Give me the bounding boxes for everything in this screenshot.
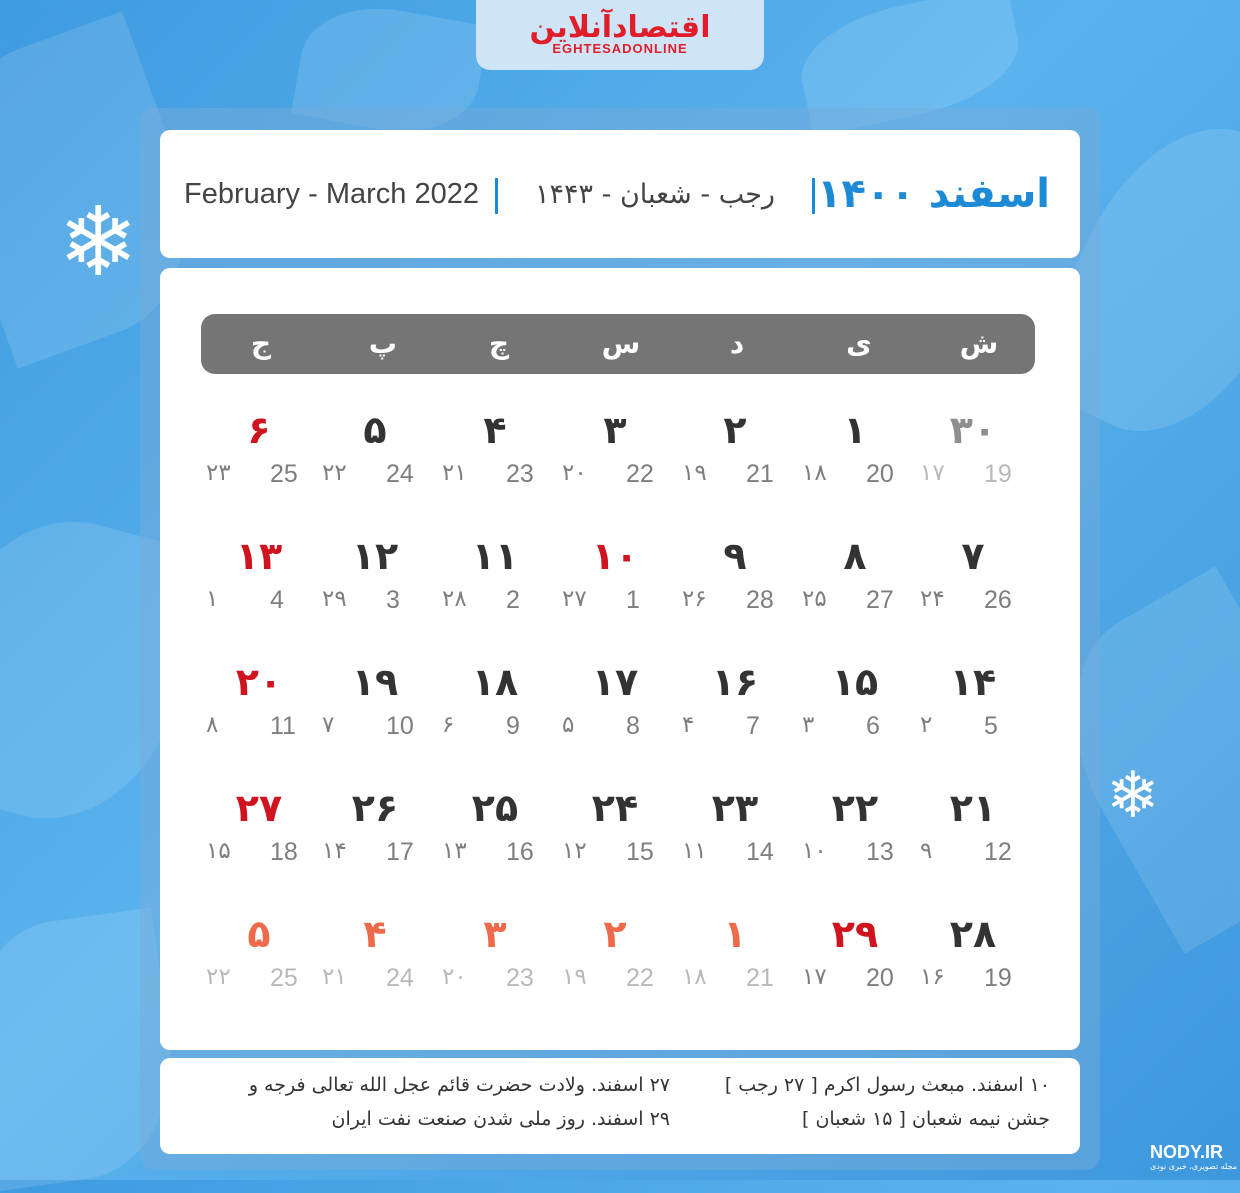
persian-day-number: ۱۱ [471, 534, 519, 578]
gregorian-day-number: 4 [270, 586, 284, 614]
hijri-day-number: ۲۱ [322, 964, 347, 990]
hijri-day-number: ۲۰ [442, 964, 467, 990]
gregorian-day-number: 11 [270, 712, 296, 740]
day-cell [560, 534, 670, 634]
note-line: ۲۹ اسفند. روز ملی شدن صنعت نفت ایران [331, 1108, 670, 1130]
gregorian-day-number: 28 [746, 586, 774, 614]
day-cell [918, 912, 1028, 1012]
day-cell [440, 912, 550, 1012]
persian-day-number: ۲۳ [711, 786, 759, 830]
persian-day-number: ۲ [603, 912, 627, 956]
day-cell [204, 660, 314, 760]
day-cell [800, 912, 910, 1012]
hijri-day-number: ۲۰ [562, 460, 587, 486]
persian-day-number: ۳ [483, 912, 507, 956]
gregorian-day-number: 17 [386, 838, 414, 866]
hijri-day-number: ۲۲ [322, 460, 347, 486]
day-cell [560, 408, 670, 508]
day-cell [918, 408, 1028, 508]
hijri-day-number: ۲ [920, 712, 933, 738]
gregorian-day-number: 20 [866, 964, 894, 992]
persian-day-number: ۲۶ [351, 786, 399, 830]
gregorian-day-number: 23 [506, 964, 534, 992]
hijri-day-number: ۲۷ [562, 586, 587, 612]
gregorian-day-number: 21 [746, 964, 774, 992]
persian-day-number: ۵ [363, 408, 387, 452]
day-cell [680, 660, 790, 760]
day-cell [918, 660, 1028, 760]
day-cell [320, 408, 430, 508]
note-line: ۲۷ اسفند. ولادت حضرت قائم عجل الله تعالی فرجه و [248, 1074, 670, 1096]
hijri-day-number: ۲۴ [920, 586, 945, 612]
persian-day-number: ۲۴ [591, 786, 639, 830]
persian-day-number: ۲۵ [471, 786, 519, 830]
gregorian-day-number: 9 [506, 712, 520, 740]
watermark-text: NODY.IR [1150, 1142, 1224, 1162]
gregorian-day-number: 25 [270, 460, 298, 488]
weekday-saturday: ش [959, 327, 999, 360]
weekday-tuesday: س [601, 327, 641, 360]
gregorian-day-number: 15 [626, 838, 654, 866]
hijri-day-number: ۱۰ [802, 838, 827, 864]
weekday-bar [201, 314, 1035, 374]
persian-day-number: ۴ [483, 408, 507, 452]
weekday-thursday: پ [368, 327, 398, 360]
persian-day-number: ۱۶ [711, 660, 759, 704]
day-cell [560, 786, 670, 886]
persian-day-number: ۷ [961, 534, 985, 578]
gregorian-day-number: 22 [626, 964, 654, 992]
day-cell [440, 786, 550, 886]
note-line: ۱۰ اسفند. مبعث رسول اکرم [ ۲۷ رجب ] [724, 1074, 1050, 1096]
hijri-day-number: ۴ [682, 712, 695, 738]
gregorian-day-number: 25 [270, 964, 298, 992]
persian-day-number: ۵ [247, 912, 271, 956]
day-cell [560, 660, 670, 760]
hijri-day-number: ۱۶ [920, 964, 945, 990]
day-cell [800, 534, 910, 634]
persian-day-number: ۳ [603, 408, 627, 452]
day-cell [680, 408, 790, 508]
hijri-day-number: ۲۹ [322, 586, 347, 612]
persian-day-number: ۲۲ [831, 786, 879, 830]
hijri-day-number: ۸ [206, 712, 219, 738]
gregorian-day-number: 19 [984, 964, 1012, 992]
day-cell [680, 786, 790, 886]
hijri-day-number: ۵ [562, 712, 575, 738]
weekday-friday: ج [250, 327, 272, 360]
logo-latin: EGHTESADONLINE [552, 40, 688, 56]
gregorian-day-number: 3 [386, 586, 400, 614]
gregorian-day-number: 21 [746, 460, 774, 488]
logo-wordmark: اقتصادآنلاین [529, 9, 711, 45]
snowflake-icon: ❄ [1106, 759, 1160, 833]
hijri-day-number: ۲۸ [442, 586, 467, 612]
hijri-day-number: ۱۹ [682, 460, 707, 486]
gregorian-day-number: 5 [984, 712, 998, 740]
day-cell [800, 408, 910, 508]
hijri-months: رجب - شعبان - ۱۴۴۳ [535, 178, 775, 210]
hijri-day-number: ۲۶ [682, 586, 707, 612]
day-cell [320, 786, 430, 886]
day-cell [320, 534, 430, 634]
hijri-day-number: ۱۱ [682, 838, 707, 864]
hijri-day-number: ۲۳ [206, 460, 231, 486]
weekday-sunday: ی [846, 327, 872, 360]
day-cell [680, 912, 790, 1012]
snowflake-icon: ❄ [58, 186, 139, 298]
gregorian-day-number: 22 [626, 460, 654, 488]
gregorian-day-number: 20 [866, 460, 894, 488]
gregorian-months: February - March 2022 [184, 177, 479, 210]
gregorian-day-number: 10 [386, 712, 414, 740]
persian-day-number: ۱ [843, 408, 867, 452]
persian-day-number: ۱۷ [591, 660, 639, 704]
month-header [160, 130, 1080, 258]
gregorian-day-number: 24 [386, 460, 414, 488]
logo [476, 0, 764, 70]
hijri-day-number: ۳ [802, 712, 815, 738]
header-divider [495, 178, 498, 214]
weekday-wednesday: چ [488, 327, 510, 360]
gregorian-day-number: 24 [386, 964, 414, 992]
day-cell [440, 660, 550, 760]
persian-day-number: ۶ [247, 408, 271, 452]
calendar-grid [160, 268, 1080, 1050]
day-cell [440, 408, 550, 508]
persian-day-number: ۲۹ [831, 912, 879, 956]
header-divider [812, 178, 815, 214]
persian-day-number: ۱۳ [235, 534, 283, 578]
hijri-day-number: ۱۲ [562, 838, 587, 864]
persian-day-number: ۲۸ [949, 912, 997, 956]
persian-day-number: ۱۰ [591, 534, 639, 578]
day-cell [204, 408, 314, 508]
day-cell [560, 912, 670, 1012]
note-line: جشن نیمه شعبان [ ۱۵ شعبان ] [802, 1108, 1050, 1130]
persian-day-number: ۸ [843, 534, 867, 578]
gregorian-day-number: 12 [984, 838, 1012, 866]
gregorian-day-number: 2 [506, 586, 520, 614]
day-cell [918, 786, 1028, 886]
persian-day-number: ۱۴ [949, 660, 997, 704]
day-cell [800, 660, 910, 760]
hijri-day-number: ۲۱ [442, 460, 467, 486]
hijri-day-number: ۱ [206, 586, 219, 612]
hijri-day-number: ۱۴ [322, 838, 347, 864]
persian-day-number: ۱۵ [831, 660, 879, 704]
holiday-notes [160, 1058, 1080, 1154]
hijri-day-number: ۹ [920, 838, 933, 864]
hijri-day-number: ۶ [442, 712, 455, 738]
gregorian-day-number: 14 [746, 838, 774, 866]
day-cell [204, 786, 314, 886]
hijri-day-number: ۱۸ [682, 964, 707, 990]
day-cell [204, 534, 314, 634]
watermark-subtitle: مجله تصویری، خبری نودی [1150, 1162, 1238, 1171]
day-cell [320, 660, 430, 760]
day-cell [440, 534, 550, 634]
day-cell [320, 912, 430, 1012]
hijri-day-number: ۲۵ [802, 586, 827, 612]
persian-day-number: ۲۱ [949, 786, 997, 830]
persian-day-number: ۱۹ [351, 660, 399, 704]
gregorian-day-number: 1 [626, 586, 640, 614]
persian-day-number: ۲۷ [235, 786, 283, 830]
gregorian-day-number: 27 [866, 586, 894, 614]
gregorian-day-number: 6 [866, 712, 880, 740]
weekday-monday: د [729, 327, 745, 360]
gregorian-day-number: 16 [506, 838, 534, 866]
persian-day-number: ۲ [723, 408, 747, 452]
persian-day-number: ۱ [723, 912, 747, 956]
persian-day-number: ۲۰ [235, 660, 283, 704]
persian-day-number: ۳۰ [949, 408, 997, 452]
gregorian-day-number: 18 [270, 838, 298, 866]
persian-month-title: اسفند ۱۴۰۰ [817, 171, 1050, 217]
hijri-day-number: ۱۵ [206, 838, 231, 864]
day-cell [800, 786, 910, 886]
gregorian-day-number: 8 [626, 712, 640, 740]
persian-day-number: ۱۲ [351, 534, 399, 578]
gregorian-day-number: 13 [866, 838, 894, 866]
persian-day-number: ۹ [723, 534, 747, 578]
hijri-day-number: ۱۸ [802, 460, 827, 486]
gregorian-day-number: 19 [984, 460, 1012, 488]
persian-day-number: ۱۸ [471, 660, 519, 704]
hijri-day-number: ۱۷ [920, 460, 945, 486]
day-cell [680, 534, 790, 634]
day-cell [204, 912, 314, 1012]
gregorian-day-number: 26 [984, 586, 1012, 614]
day-cell [918, 534, 1028, 634]
persian-day-number: ۴ [363, 912, 387, 956]
hijri-day-number: ۱۹ [562, 964, 587, 990]
gregorian-day-number: 23 [506, 460, 534, 488]
gregorian-day-number: 7 [746, 712, 760, 740]
hijri-day-number: ۷ [322, 712, 335, 738]
hijri-day-number: ۱۷ [802, 964, 827, 990]
hijri-day-number: ۱۳ [442, 838, 467, 864]
hijri-day-number: ۲۲ [206, 964, 231, 990]
